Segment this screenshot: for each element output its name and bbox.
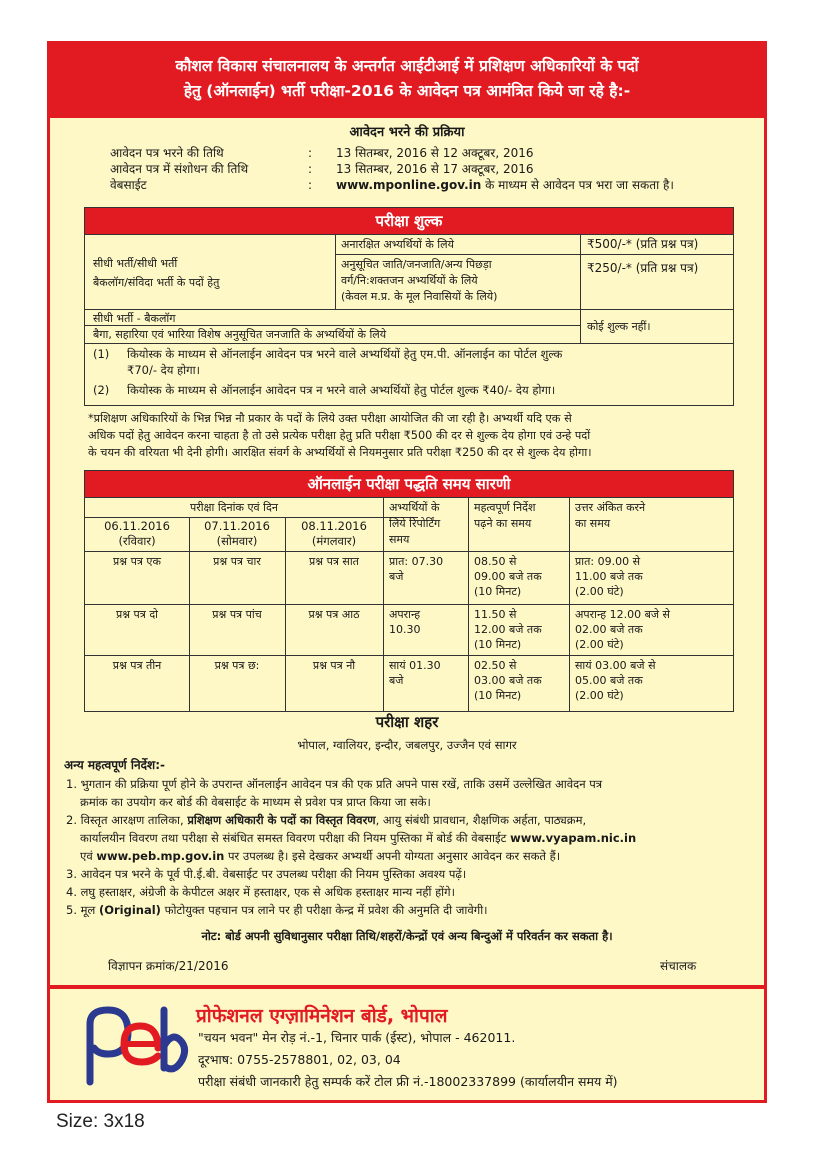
instruction-cell — [474, 658, 542, 703]
fee-reserved-amount: ₹250/-* (प्रति प्रश्न पत्र) — [587, 261, 699, 275]
paper-cell: प्रश्न पत्र नौ — [312, 659, 356, 672]
time-text: (10 मिनट) — [474, 638, 522, 651]
peb-link[interactable]: www.peb.mp.gov.in — [96, 849, 225, 863]
time-text: 09.00 बजे तक — [474, 570, 542, 583]
process-value: के माध्यम से आवेदन पत्र भरा जा सकता है। — [481, 178, 674, 192]
instructions-title: अन्य महत्वपूर्ण निर्देश:- — [64, 758, 165, 772]
instruction-2c — [80, 848, 560, 865]
time-text: अपरान्ह 12.00 बजे से — [575, 608, 670, 621]
instruction-cell — [474, 554, 542, 599]
advertisement — [47, 41, 767, 1103]
fee-note-2: कियोस्क के माध्यम से ऑनलाईन आवेदन पत्र न भरने वाले अभ्यर्थियों हेतु पोर्टल शुल्क ₹40/- देय होगा। — [127, 383, 556, 397]
date-col-2 — [189, 519, 285, 549]
fee-direct-1: सीधी भर्ती/सीधी भर्ती — [93, 257, 178, 270]
cities-title: परीक्षा शहर — [375, 713, 439, 731]
size-label: Size: 3x18 — [56, 1111, 145, 1132]
footer-address: "चयन भवन" मेन रोड़ नं.-1, चिनार पार्क (ईस्ट), भोपाल - 462011. — [198, 1030, 516, 1045]
header-text: उत्तर अंकित करने — [575, 501, 646, 514]
fee-backlog: सीधी भर्ती - बैकलॉग — [93, 312, 176, 325]
paper-cell: प्रश्न पत्र तीन — [112, 659, 162, 672]
schedule-title: ऑनलाईन परीक्षा पद्धति समय सारणी — [85, 471, 733, 497]
process-label: आवेदन पत्र में संशोधन की तिथि — [110, 162, 249, 176]
instruction-5 — [66, 902, 488, 919]
process-label: वेबसाईट — [110, 178, 147, 192]
star-note-2: अधिक पदों हेतु आवेदन करना चाहता है तो उसे प्रत्येक परीक्षा हेतु प्रति परीक्षा ₹500 की दर से शुल्क देय होगा एवं उन्हे पदों — [88, 429, 591, 442]
colon: : — [308, 178, 313, 192]
colon: : — [308, 162, 313, 176]
answer-cell — [575, 607, 670, 652]
process-row — [110, 162, 533, 177]
header-text: समय — [389, 533, 410, 546]
vyapam-link[interactable]: www.vyapam.nic.in — [510, 831, 637, 845]
fee-note-1b: ₹70/- देय होगा। — [127, 363, 200, 377]
time-text: प्रात: 07.30 — [389, 555, 444, 568]
time-text: 02.50 से — [474, 659, 517, 672]
text: फोटोयुक्त पहचान पत्र लाने पर ही परीक्षा केन्द्र में प्रवेश की अनुमति दी जावेगी। — [160, 903, 488, 917]
process-label: आवेदन पत्र भरने की तिथि — [110, 146, 224, 160]
header-line-1: कौशल विकास संचालनालय के अन्तर्गत आईटीआई में प्रशिक्षण अधिकारियों के पदों — [175, 57, 639, 75]
reporting-header — [389, 500, 440, 548]
header-text: महत्वपूर्ण निर्देश — [474, 501, 536, 514]
instruction-1b: क्रमांक का उपयोग कर बोर्ड की वेबसाईट के माध्यम से प्रवेश पत्र प्राप्त किया जा सके। — [80, 795, 431, 809]
exam-day: (रविवार) — [118, 534, 156, 548]
time-text: सायं 03.00 बजे से — [575, 659, 656, 672]
text: एवं — [80, 849, 97, 863]
time-text: बजे — [389, 674, 404, 687]
instruction-1a: 1. भुगतान की प्रक्रिया पूर्ण होने के उपरान्त ऑनलाईन आवेदन पत्र की एक प्रति अपने पास रखें, ताकि उसमें उल्लेखित आवेदन पत्र — [66, 777, 603, 791]
time-text: 03.00 बजे तक — [474, 674, 542, 687]
exam-day: (सोमवार) — [216, 534, 258, 548]
date-col-1 — [85, 519, 189, 549]
exam-date: 06.11.2016 — [104, 519, 170, 533]
text: 5. मूल — [66, 903, 99, 917]
fee-direct-2: बैकलॉग/संविदा भर्ती के पदों हेतु — [93, 276, 220, 289]
time-text: 05.00 बजे तक — [575, 674, 643, 687]
peb-logo — [72, 1002, 190, 1090]
instruction-4: 4. लघु हस्ताक्षर, अंग्रेजी के केपीटल अक्षर में हस्ताक्षर, एक से अधिक हस्ताक्षर मान्य नहीं होंगे। — [66, 885, 455, 899]
fee-unreserved: अनारक्षित अभ्यर्थियों के लिये — [341, 238, 454, 251]
date-col-3 — [285, 519, 383, 549]
instruction-2a — [66, 812, 586, 829]
fee-reserved-2: वर्ग/नि:शक्तजन अभ्यर्थियों के लिये — [341, 274, 478, 287]
paper-cell: प्रश्न पत्र आठ — [308, 608, 360, 621]
time-text: 10.30 — [389, 623, 421, 636]
reporting-cell — [389, 607, 421, 637]
time-text: अपरान्ह — [389, 608, 421, 621]
instruction-3: 3. आवेदन पत्र भरने के पूर्व पी.ई.बी. वेबसाईट पर उपलब्ध परीक्षा की नियम पुस्तिका अवश्य पढ़ें। — [66, 867, 467, 881]
schedule-section — [84, 470, 734, 712]
time-text: 02.00 बजे तक — [575, 623, 643, 636]
fee-section — [84, 207, 734, 406]
answer-header — [575, 500, 645, 532]
website-link[interactable]: www.mponline.gov.in — [336, 178, 482, 192]
ad-number: विज्ञापन क्रमांक/21/2016 — [108, 959, 229, 973]
time-text: 08.50 से — [474, 555, 517, 568]
paper-cell: प्रश्न पत्र चार — [213, 555, 261, 568]
footer-phone: दूरभाष: 0755-2578801, 02, 03, 04 — [198, 1052, 401, 1067]
fee-reserved-3: (केवल म.प्र. के मूल निवासियों के लिये) — [341, 290, 498, 303]
paper-cell: प्रश्न पत्र छ: — [214, 659, 260, 672]
signatory: संचालक — [660, 959, 697, 973]
time-text: (10 मिनट) — [474, 585, 522, 598]
fee-baiga: बैगा, सहारिया एवं भारिया विशेष अनुसूचित जनजाति के अभ्यर्थियों के लिये — [93, 328, 387, 341]
answer-cell — [575, 658, 656, 703]
date-header: परीक्षा दिनांक एवं दिन — [190, 501, 278, 514]
answer-cell — [575, 554, 643, 599]
fee-note-2-num: (2) — [93, 383, 110, 397]
text: कार्यालयीन विवरण तथा परीक्षा से संबंधित समस्त विवरण परीक्षा की नियम पुस्तिका में बोर्ड की वेबसाईट — [80, 831, 511, 845]
reporting-cell — [389, 658, 441, 688]
time-text: प्रात: 09.00 से — [575, 555, 641, 568]
time-text: 11.00 बजे तक — [575, 570, 643, 583]
cities-list: भोपाल, ग्वालियर, इन्दौर, जबलपुर, उज्जैन एवं सागर — [297, 738, 517, 752]
process-row — [110, 178, 674, 193]
instruction-cell — [474, 607, 542, 652]
process-value: 13 सितम्बर, 2016 से 12 अक्टूबर, 2016 — [336, 146, 534, 160]
process-row — [110, 146, 533, 161]
paper-cell: प्रश्न पत्र पांच — [212, 608, 262, 621]
text-bold: प्रशिक्षण अधिकारी के पदों का विस्तृत विवरण — [187, 813, 376, 827]
process-title: आवेदन भरने की प्रक्रिया — [349, 125, 465, 140]
time-text: 11.50 से — [474, 608, 517, 621]
fee-none: कोई शुल्क नहीं। — [587, 320, 651, 333]
exam-date: 08.11.2016 — [301, 519, 367, 533]
time-text: सायं 01.30 — [389, 659, 441, 672]
time-text: (10 मिनट) — [474, 689, 522, 702]
header-text: लिये रिपोर्टिंग — [389, 517, 441, 530]
header-text: का समय — [575, 517, 611, 530]
fee-reserved-1: अनुसूचित जाति/जनजाति/अन्य पिछड़ा — [341, 258, 492, 271]
text: पर उपलब्ध है। इसे देखकर अभ्यर्थी अपनी योग्यता अनुसार आवेदन कर सकते हैं। — [224, 849, 561, 863]
reporting-cell — [389, 554, 443, 584]
footer-org: प्रोफेशनल एग्ज़ामिनेशन बोर्ड, भोपाल — [196, 1005, 448, 1027]
header-line-2: हेतु (ऑनलाईन) भर्ती परीक्षा-2016 के आवेदन पत्र आमंत्रित किये जा रहे है:- — [183, 82, 631, 100]
time-text: (2.00 घंटे) — [575, 585, 624, 598]
time-text: बजे — [389, 570, 404, 583]
paper-cell: प्रश्न पत्र दो — [115, 608, 159, 621]
fee-title: परीक्षा शुल्क — [85, 208, 733, 234]
fee-note-1a: कियोस्क के माध्यम से ऑनलाईन आवेदन पत्र भरने वाले अभ्यर्थियों हेतु एम.पी. ऑनलाईन का पोर्टल शुल्क — [127, 347, 563, 361]
star-note-3: के चयन की वरियता भी देनी होगी। आरक्षित संवर्ग के अभ्यर्थियों से नियमनुसार प्रति परीक्षा ₹250 की दर से शुल्क देय होगा। — [88, 446, 592, 459]
exam-date: 07.11.2016 — [204, 519, 270, 533]
fee-unreserved-amount: ₹500/-* (प्रति प्रश्न पत्र) — [587, 237, 699, 251]
star-note-1: *प्रशिक्षण अधिकारियों के भिन्न भिन्न नौ प्रकार के पदों के लिये उक्त परीक्षा आयोजित की जा रही है। अभ्यर्थी यदि एक से — [88, 412, 572, 425]
instructions-header — [474, 500, 535, 532]
exam-day: (मंगलवार) — [311, 534, 357, 548]
colon: : — [308, 146, 313, 160]
text-bold: (Original) — [98, 903, 161, 917]
time-text: 12.00 बजे तक — [474, 623, 542, 636]
header-text: अभ्यर्थियों के — [389, 501, 440, 514]
footer-tollfree: परीक्षा संबंधी जानकारी हेतु सम्पर्क करें टोल फ्री नं.-18002337899 (कार्यालयीन समय में) — [198, 1074, 618, 1089]
header-text: पढ़ने का समय — [474, 517, 532, 530]
text: 2. विस्तृत आरक्षण तालिका, — [66, 813, 188, 827]
paper-cell: प्रश्न पत्र एक — [113, 555, 161, 568]
footer-divider — [50, 985, 764, 989]
header-banner — [50, 44, 764, 118]
instruction-2b — [80, 830, 636, 847]
time-text: (2.00 घंटे) — [575, 638, 624, 651]
time-text: (2.00 घंटे) — [575, 689, 624, 702]
note: नोट: बोर्ड अपनी सुविधानुसार परीक्षा तिथि/शहरों/केन्द्रों एवं अन्य बिन्दुओं में परिवर्तन कर सकता है। — [201, 929, 613, 943]
process-value: 13 सितम्बर, 2016 से 17 अक्टूबर, 2016 — [336, 162, 534, 176]
text: , आयु संबंधी प्रावधान, शैक्षणिक अर्हता, पाठ्यक्रम, — [375, 813, 587, 827]
fee-note-1-num: (1) — [93, 347, 110, 361]
paper-cell: प्रश्न पत्र सात — [309, 555, 359, 568]
